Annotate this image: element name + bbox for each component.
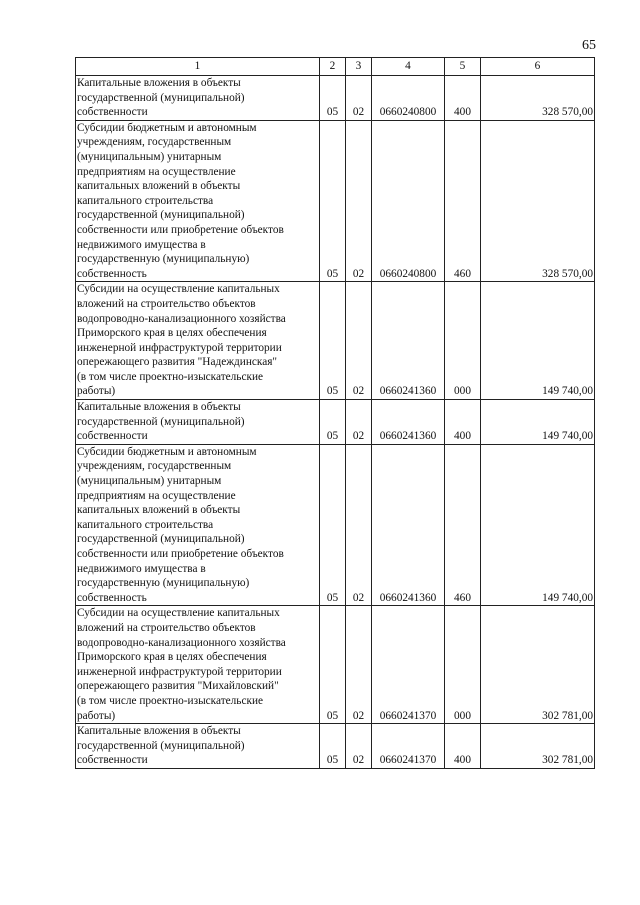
header-col-6: 6 (481, 58, 595, 76)
row-section: 05 (320, 400, 346, 445)
row-amount: 149 740,00 (481, 444, 595, 606)
row-target-article: 0660241370 (372, 606, 445, 724)
row-amount: 302 781,00 (481, 724, 595, 769)
row-section: 05 (320, 76, 346, 121)
row-amount: 328 570,00 (481, 76, 595, 121)
row-expense-type: 400 (445, 76, 481, 121)
row-amount: 302 781,00 (481, 606, 595, 724)
row-target-article: 0660241360 (372, 444, 445, 606)
header-col-5: 5 (445, 58, 481, 76)
row-expense-type: 460 (445, 444, 481, 606)
row-target-article: 0660240800 (372, 120, 445, 282)
row-amount: 149 740,00 (481, 400, 595, 445)
row-expense-type: 460 (445, 120, 481, 282)
table-row (76, 120, 595, 282)
row-section: 05 (320, 120, 346, 282)
table-row (76, 282, 595, 400)
row-name: Капитальные вложения в объекты государственной (муниципальной) собственности (76, 724, 320, 769)
row-amount: 328 570,00 (481, 120, 595, 282)
row-subsection: 02 (346, 724, 372, 769)
row-amount: 149 740,00 (481, 282, 595, 400)
row-expense-type: 400 (445, 400, 481, 445)
row-name: Субсидии бюджетным и автономным учреждениям, государственным (муниципальным) унитарным предприятиям на осуществление капитальных вложений в объекты капитального строительства государственной (муниципальной) собственности или приобретение объектов недвижимого имущества в государственную (муниципальную) собственность (76, 120, 320, 282)
row-subsection: 02 (346, 606, 372, 724)
row-name: Субсидии на осуществление капитальных вложений на строительство объектов водопроводно-канализационного хозяйства Приморского края в целях обеспечения инженерной инфраструктурой территории опережающего развития "Михайловский" (в том числе проектно-изыскательские работы) (76, 606, 320, 724)
row-expense-type: 400 (445, 724, 481, 769)
row-name: Субсидии бюджетным и автономным учреждениям, государственным (муниципальным) унитарным предприятиям на осуществление капитальных вложений в объекты капитального строительства государственной (муниципальной) собственности или приобретение объектов недвижимого имущества в государственную (муниципальную) собственность (76, 444, 320, 606)
table-row (76, 76, 595, 121)
row-target-article: 0660241360 (372, 400, 445, 445)
row-section: 05 (320, 444, 346, 606)
budget-table (75, 57, 595, 769)
row-subsection: 02 (346, 120, 372, 282)
header-col-4: 4 (372, 58, 445, 76)
row-section: 05 (320, 724, 346, 769)
row-subsection: 02 (346, 444, 372, 606)
page-number: 65 (582, 38, 596, 53)
row-target-article: 0660240800 (372, 76, 445, 121)
header-col-2: 2 (320, 58, 346, 76)
row-subsection: 02 (346, 282, 372, 400)
table-row (76, 606, 595, 724)
row-target-article: 0660241360 (372, 282, 445, 400)
row-name: Субсидии на осуществление капитальных вложений на строительство объектов водопроводно-канализационного хозяйства Приморского края в целях обеспечения инженерной инфраструктурой территории опережающего развития "Надеждинская" (в том числе проектно-изыскательские работы) (76, 282, 320, 400)
row-section: 05 (320, 282, 346, 400)
table-header-row (76, 58, 595, 76)
row-name: Капитальные вложения в объекты государственной (муниципальной) собственности (76, 76, 320, 121)
header-col-3: 3 (346, 58, 372, 76)
row-target-article: 0660241370 (372, 724, 445, 769)
row-subsection: 02 (346, 400, 372, 445)
row-name: Капитальные вложения в объекты государственной (муниципальной) собственности (76, 400, 320, 445)
table-row (76, 400, 595, 445)
table-row (76, 444, 595, 606)
row-expense-type: 000 (445, 606, 481, 724)
row-section: 05 (320, 606, 346, 724)
table-row (76, 724, 595, 769)
row-expense-type: 000 (445, 282, 481, 400)
row-subsection: 02 (346, 76, 372, 121)
header-col-1: 1 (76, 58, 320, 76)
